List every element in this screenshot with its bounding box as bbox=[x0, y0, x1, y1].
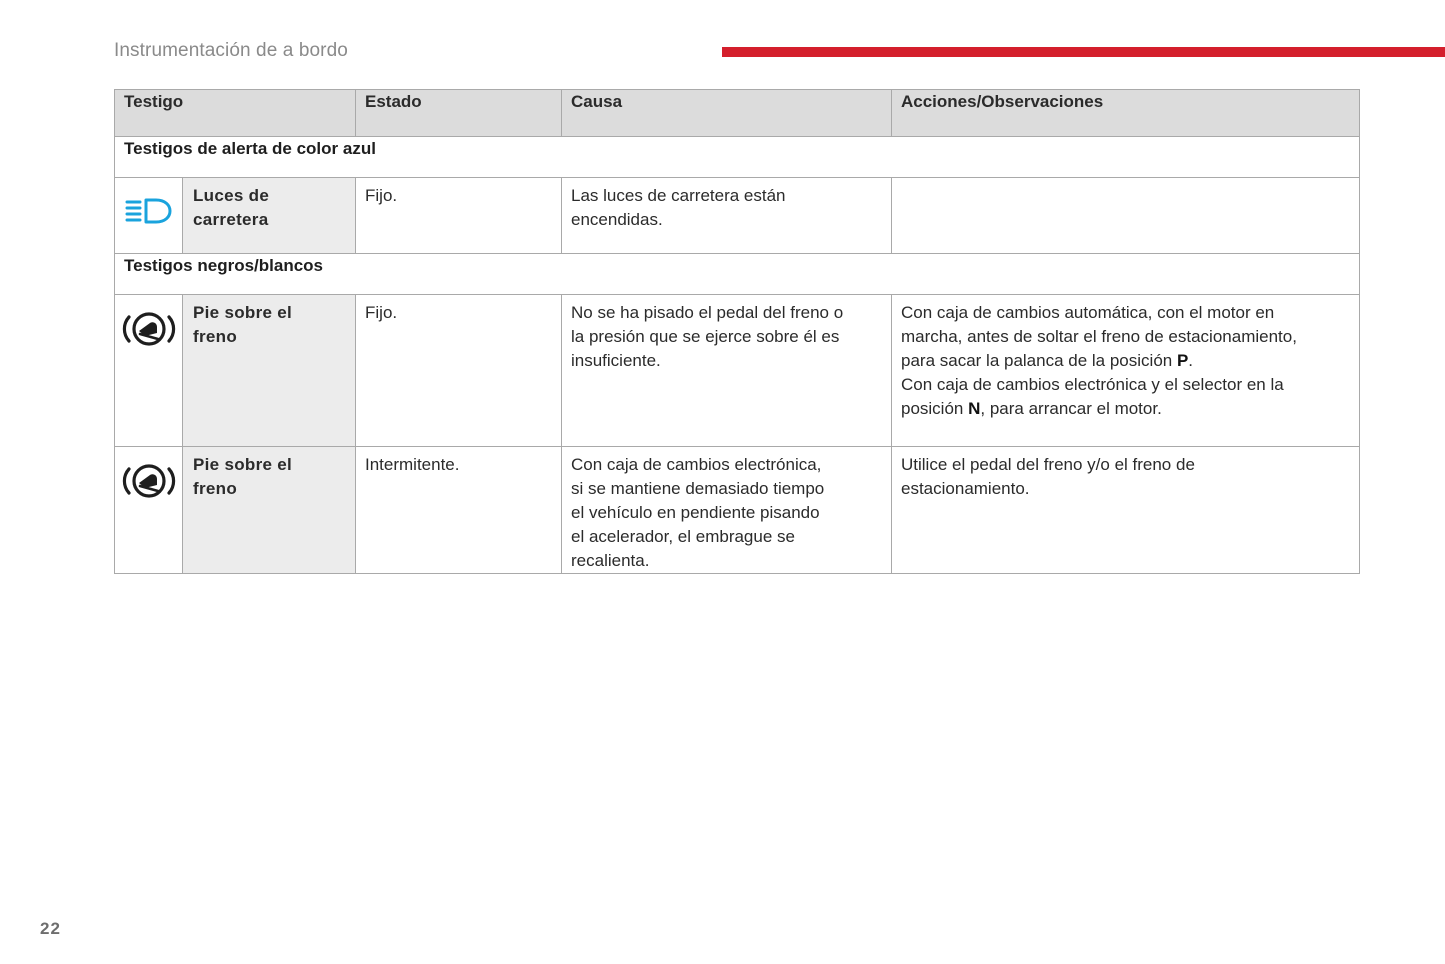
indicator-name: Luces de carretera bbox=[183, 178, 356, 254]
table-row bbox=[115, 295, 1360, 447]
column-header-testigo: Testigo bbox=[115, 90, 356, 137]
table-header-row bbox=[115, 90, 1360, 137]
page-number: 22 bbox=[40, 919, 61, 938]
causa-cell: Con caja de cambios electrónica, si se mantiene demasiado tiempo el vehículo en pendiente pisando el acelerador, el embrague se recalienta. bbox=[562, 447, 892, 574]
column-header-causa: Causa bbox=[562, 90, 892, 137]
acciones-cell: Con caja de cambios automática, con el motor en marcha, antes de soltar el freno de estacionamiento, para sacar la palanca de la posición P. Con caja de cambios electrónica y el selector en la posición N, para arrancar el motor. bbox=[892, 295, 1360, 447]
accent-bar bbox=[722, 47, 1445, 57]
group-row-blue bbox=[115, 137, 1360, 178]
table-row bbox=[115, 447, 1360, 574]
foot-on-brake-icon bbox=[120, 461, 178, 501]
group-row-black-white bbox=[115, 254, 1360, 295]
estado-cell: Fijo. bbox=[356, 178, 562, 254]
column-header-acciones: Acciones/Observaciones bbox=[892, 90, 1360, 137]
group-title: Testigos negros/blancos bbox=[115, 254, 1360, 295]
icon-cell bbox=[115, 178, 183, 254]
estado-cell: Intermitente. bbox=[356, 447, 562, 574]
warning-lights-table bbox=[114, 89, 1360, 574]
estado-cell: Fijo. bbox=[356, 295, 562, 447]
indicator-name: Pie sobre el freno bbox=[183, 447, 356, 574]
indicator-name: Pie sobre el freno bbox=[183, 295, 356, 447]
icon-cell bbox=[115, 447, 183, 574]
icon-cell bbox=[115, 295, 183, 447]
table-row bbox=[115, 178, 1360, 254]
group-title: Testigos de alerta de color azul bbox=[115, 137, 1360, 178]
acciones-cell: Utilice el pedal del freno y/o el freno de estacionamiento. bbox=[892, 447, 1360, 574]
section-title: Instrumentación de a bordo bbox=[114, 40, 348, 61]
acciones-cell bbox=[892, 178, 1360, 254]
foot-on-brake-icon bbox=[120, 309, 178, 349]
causa-cell: Las luces de carretera están encendidas. bbox=[562, 178, 892, 254]
column-header-estado: Estado bbox=[356, 90, 562, 137]
high-beam-icon bbox=[124, 196, 174, 228]
causa-cell: No se ha pisado el pedal del freno o la presión que se ejerce sobre él es insuficiente. bbox=[562, 295, 892, 447]
